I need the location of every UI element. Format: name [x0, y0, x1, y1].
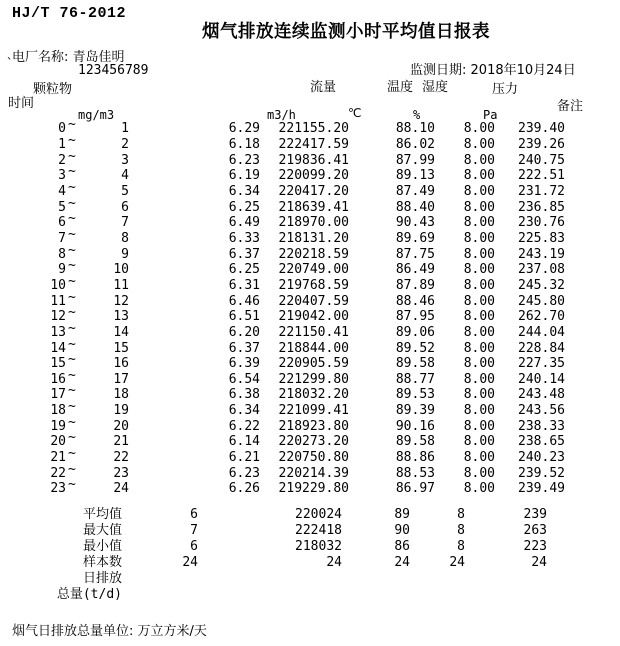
tilde-mark: ~ [68, 164, 76, 180]
summary-pressure-cell: 239 [523, 506, 547, 522]
table-row [0, 278, 565, 294]
humidity-value-cell: 8.00 [463, 403, 495, 419]
monitor-date-label: 监测日期: [410, 63, 467, 78]
unit-pressure: Pa [483, 108, 498, 122]
humidity-value-cell: 8.00 [463, 309, 495, 325]
hour-from-cell: 22 [50, 465, 66, 481]
flow-value-cell: 220750.80 [278, 450, 349, 466]
hour-from-cell: 14 [50, 340, 66, 356]
tilde-mark: ~ [68, 195, 76, 211]
pressure-value-cell: 230.76 [518, 215, 565, 231]
summary-pressure-cell: 263 [523, 522, 547, 538]
unit-flow: m3/h [267, 108, 296, 122]
pressure-value-cell: 222.51 [518, 168, 565, 184]
summary-humidity-cell: 24 [449, 554, 465, 570]
tilde-mark: ~ [68, 289, 76, 305]
flow-value-cell: 221099.41 [278, 403, 349, 419]
column-header-time: 时间 [8, 96, 35, 111]
tilde-mark: ~ [68, 258, 76, 274]
hour-from-cell: 8 [58, 246, 66, 262]
summary-temperature-cell: 90 [394, 522, 410, 538]
pm-value-cell: 6.33 [228, 230, 260, 246]
summary-pressure-cell: 223 [523, 538, 547, 554]
tilde-mark: ~ [68, 179, 76, 195]
temperature-value-cell: 88.40 [395, 199, 435, 215]
flow-value-cell: 221150.41 [278, 324, 349, 340]
table-row [0, 309, 565, 325]
table-row [0, 231, 565, 247]
hour-to-cell: 7 [121, 215, 129, 231]
hour-from-cell: 3 [58, 168, 66, 184]
table-row [0, 262, 565, 278]
temperature-value-cell: 87.75 [395, 246, 435, 262]
pm-value-cell: 6.20 [228, 324, 260, 340]
tilde-mark: ~ [68, 211, 76, 227]
temperature-value-cell: 88.77 [395, 371, 435, 387]
tilde-mark: ~ [68, 226, 76, 242]
humidity-value-cell: 8.00 [463, 434, 495, 450]
table-row [0, 418, 565, 434]
pressure-value-cell: 231.72 [518, 183, 565, 199]
summary-row [12, 570, 547, 586]
flow-value-cell: 220218.59 [278, 246, 349, 262]
plant-name-label: 电厂名称: [12, 50, 69, 65]
pressure-value-cell: 240.14 [518, 371, 565, 387]
humidity-value-cell: 8.00 [463, 230, 495, 246]
summary-pm-cell: 6 [190, 538, 198, 554]
column-header-temperature: 温度 [387, 80, 414, 95]
summary-table [12, 506, 547, 602]
table-row [0, 325, 565, 341]
hour-to-cell: 18 [113, 387, 129, 403]
summary-row-label: 总量(t/d) [56, 586, 122, 602]
tilde-mark: ~ [68, 336, 76, 352]
temperature-value-cell: 89.53 [395, 387, 435, 403]
hour-from-cell: 1 [58, 136, 66, 152]
pressure-value-cell: 239.40 [518, 121, 565, 137]
temperature-value-cell: 88.53 [395, 465, 435, 481]
column-header-pm: 颗粒物 [33, 82, 73, 97]
temperature-value-cell: 88.10 [395, 121, 435, 137]
summary-pressure-cell [465, 586, 547, 602]
tilde-mark: ~ [68, 430, 76, 446]
pm-value-cell: 6.49 [228, 215, 260, 231]
temperature-value-cell: 86.97 [395, 481, 435, 497]
humidity-value-cell: 8.00 [463, 340, 495, 356]
humidity-value-cell: 8.00 [463, 481, 495, 497]
footer-note: 烟气日排放总量单位: 万立方米/天 [12, 624, 207, 639]
hour-to-cell: 5 [121, 183, 129, 199]
summary-row-label: 平均值 [82, 506, 122, 522]
tilde-mark: ~ [68, 399, 76, 415]
summary-pm-cell: 24 [182, 554, 198, 570]
hour-to-cell: 9 [121, 246, 129, 262]
pressure-value-cell: 245.80 [518, 293, 565, 309]
tilde-mark: ~ [68, 320, 76, 336]
summary-pm-cell [122, 586, 198, 602]
summary-pressure-cell: 24 [531, 554, 547, 570]
humidity-value-cell: 8.00 [463, 324, 495, 340]
summary-humidity-cell: 8 [457, 538, 465, 554]
flow-value-cell: 221299.80 [278, 371, 349, 387]
unit-pm: mg/m3 [78, 108, 115, 122]
summary-humidity-cell: 8 [457, 506, 465, 522]
flow-value-cell: 218970.00 [278, 215, 349, 231]
summary-rows [12, 506, 547, 602]
table-row [0, 387, 565, 403]
hour-to-cell: 11 [113, 277, 129, 293]
table-row [0, 434, 565, 450]
table-row [0, 356, 565, 372]
flow-value-cell: 220099.20 [278, 168, 349, 184]
tilde-mark: ~ [68, 132, 76, 148]
humidity-value-cell: 8.00 [463, 293, 495, 309]
unit-temperature: ℃ [348, 106, 362, 120]
hourly-rows [0, 117, 565, 497]
flow-value-cell: 219768.59 [278, 277, 349, 293]
table-row [0, 372, 565, 388]
tilde-mark: ~ [68, 117, 76, 133]
summary-humidity-cell: 8 [457, 522, 465, 538]
humidity-value-cell: 8.00 [463, 246, 495, 262]
pressure-value-cell: 262.70 [518, 309, 565, 325]
pm-value-cell: 6.39 [228, 356, 260, 372]
pm-value-cell: 6.34 [228, 403, 260, 419]
summary-row [12, 522, 547, 538]
summary-humidity-cell [410, 586, 465, 602]
table-row [0, 481, 565, 497]
humidity-value-cell: 8.00 [463, 183, 495, 199]
humidity-value-cell: 8.00 [463, 262, 495, 278]
column-header-remark: 备注 [557, 99, 584, 114]
summary-temperature-cell: 24 [394, 554, 410, 570]
hour-to-cell: 2 [121, 136, 129, 152]
hour-from-cell: 16 [50, 371, 66, 387]
humidity-value-cell: 8.00 [463, 277, 495, 293]
pm-value-cell: 6.29 [228, 121, 260, 137]
summary-flow-cell [198, 570, 342, 586]
flow-value-cell: 220407.59 [278, 293, 349, 309]
temperature-value-cell: 89.52 [395, 340, 435, 356]
humidity-value-cell: 8.00 [463, 215, 495, 231]
hour-from-cell: 4 [58, 183, 66, 199]
plant-name-value: 青岛佳明 [72, 50, 125, 65]
tilde-separator [66, 477, 82, 497]
table-row [0, 199, 565, 215]
temperature-value-cell: 89.58 [395, 356, 435, 372]
flow-value-cell: 220749.00 [278, 262, 349, 278]
hour-from-cell: 9 [58, 262, 66, 278]
hour-to-cell: 16 [113, 356, 129, 372]
hour-from-cell: 11 [50, 293, 66, 309]
humidity-value-cell: 8.00 [463, 168, 495, 184]
monitor-date-value: 2018年10月24日 [470, 63, 576, 78]
hour-from-cell: 12 [50, 309, 66, 325]
hour-from-cell: 6 [58, 215, 66, 231]
temperature-value-cell: 89.06 [395, 324, 435, 340]
summary-humidity-cell [410, 570, 465, 586]
table-row [0, 246, 565, 262]
hour-to-cell: 8 [121, 230, 129, 246]
hour-to-cell: 4 [121, 168, 129, 184]
pm-value-cell: 6.34 [228, 183, 260, 199]
flow-value-cell: 220905.59 [278, 356, 349, 372]
table-row [0, 215, 565, 231]
hour-from-cell: 18 [50, 403, 66, 419]
hour-from-cell: 13 [50, 324, 66, 340]
pressure-value-cell: 239.26 [518, 136, 565, 152]
pm-value-cell: 6.54 [228, 371, 260, 387]
summary-row [12, 506, 547, 522]
flow-value-cell: 220214.39 [278, 465, 349, 481]
hour-from-cell: 0 [58, 121, 66, 137]
pressure-value-cell: 239.49 [518, 481, 565, 497]
humidity-value-cell: 8.00 [463, 121, 495, 137]
pm-value-cell: 6.51 [228, 309, 260, 325]
pm-value-cell: 6.37 [228, 246, 260, 262]
pressure-value-cell: 236.85 [518, 199, 565, 215]
summary-row [12, 586, 547, 602]
hour-to-cell: 20 [113, 418, 129, 434]
pm-value-cell: 6.21 [228, 450, 260, 466]
flow-value-cell: 218032.20 [278, 387, 349, 403]
pm-value-cell: 6.14 [228, 434, 260, 450]
hour-from-cell: 2 [58, 152, 66, 168]
tilde-mark: ~ [68, 446, 76, 462]
hour-from-cell: 20 [50, 434, 66, 450]
tilde-mark: ~ [68, 273, 76, 289]
summary-temperature-cell [342, 586, 410, 602]
tilde-mark: ~ [68, 148, 76, 164]
hour-to-cell: 19 [113, 403, 129, 419]
hour-to-cell: 15 [113, 340, 129, 356]
humidity-value-cell: 8.00 [463, 199, 495, 215]
pm-value-cell: 6.23 [228, 465, 260, 481]
pm-value-cell: 6.31 [228, 277, 260, 293]
tilde-mark: ~ [68, 242, 76, 258]
tilde-mark: ~ [68, 383, 76, 399]
hour-to-cell: 24 [113, 481, 129, 497]
humidity-value-cell: 8.00 [463, 371, 495, 387]
pressure-value-cell: 238.33 [518, 418, 565, 434]
flow-value-cell: 219836.41 [278, 152, 349, 168]
pm-value-cell: 6.26 [228, 481, 260, 497]
temperature-value-cell: 87.95 [395, 309, 435, 325]
temperature-value-cell: 89.69 [395, 230, 435, 246]
summary-temperature-cell [342, 570, 410, 586]
humidity-value-cell: 8.00 [463, 387, 495, 403]
hour-to-cell: 14 [113, 324, 129, 340]
temperature-value-cell: 87.99 [395, 152, 435, 168]
tilde-mark: ~ [68, 477, 76, 493]
hour-to-cell: 17 [113, 371, 129, 387]
summary-row-label: 最小值 [82, 538, 122, 554]
hour-to-cell: 22 [113, 450, 129, 466]
column-header-flow: 流量 [310, 80, 337, 95]
table-row [0, 450, 565, 466]
hour-to-cell: 12 [113, 293, 129, 309]
summary-pm-cell: 6 [190, 506, 198, 522]
table-row [0, 340, 565, 356]
hour-from-cell: 19 [50, 418, 66, 434]
pressure-value-cell: 239.52 [518, 465, 565, 481]
hourly-data-table [0, 117, 565, 497]
temperature-value-cell: 87.49 [395, 183, 435, 199]
humidity-value-cell: 8.00 [463, 450, 495, 466]
pressure-value-cell: 238.65 [518, 434, 565, 450]
temperature-value-cell: 88.86 [395, 450, 435, 466]
table-row [0, 121, 565, 137]
plant-code: 123456789 [78, 63, 149, 78]
humidity-value-cell: 8.00 [463, 152, 495, 168]
table-row [0, 403, 565, 419]
summary-temperature-cell: 86 [394, 538, 410, 554]
hour-to-cell: 1 [121, 121, 129, 137]
flow-value-cell: 219042.00 [278, 309, 349, 325]
summary-row [12, 554, 547, 570]
tilde-mark: ~ [68, 367, 76, 383]
flow-value-cell: 220417.20 [278, 183, 349, 199]
flow-value-cell: 218131.20 [278, 230, 349, 246]
hour-to-cell: 3 [121, 152, 129, 168]
temperature-value-cell: 90.43 [395, 215, 435, 231]
temperature-value-cell: 86.02 [395, 136, 435, 152]
pm-value-cell: 6.38 [228, 387, 260, 403]
temperature-value-cell: 89.58 [395, 434, 435, 450]
pm-value-cell: 6.22 [228, 418, 260, 434]
summary-flow-cell: 24 [326, 554, 342, 570]
flow-value-cell: 219229.80 [278, 481, 349, 497]
temperature-value-cell: 89.39 [395, 403, 435, 419]
humidity-value-cell: 8.00 [463, 418, 495, 434]
summary-row-label: 样本数 [82, 554, 122, 570]
summary-pm-cell: 7 [190, 522, 198, 538]
pressure-value-cell: 244.04 [518, 324, 565, 340]
pressure-value-cell: 243.56 [518, 403, 565, 419]
hour-from-cell: 21 [50, 450, 66, 466]
standard-number: HJ/T 76-2012 [12, 5, 127, 22]
stray-mark: ` [6, 56, 14, 70]
pressure-value-cell: 240.23 [518, 450, 565, 466]
temperature-value-cell: 88.46 [395, 293, 435, 309]
hour-to-cell: 10 [113, 262, 129, 278]
flow-value-cell: 218844.00 [278, 340, 349, 356]
hour-from-cell: 7 [58, 230, 66, 246]
pressure-value-cell: 243.48 [518, 387, 565, 403]
pm-value-cell: 6.25 [228, 199, 260, 215]
temperature-value-cell: 86.49 [395, 262, 435, 278]
humidity-value-cell: 8.00 [463, 465, 495, 481]
flow-value-cell: 222417.59 [278, 136, 349, 152]
table-row [0, 168, 565, 184]
tilde-mark: ~ [68, 352, 76, 368]
summary-row [12, 538, 547, 554]
pm-value-cell: 6.25 [228, 262, 260, 278]
table-row [0, 137, 565, 153]
pressure-value-cell: 245.32 [518, 277, 565, 293]
hour-from-cell: 10 [50, 277, 66, 293]
flow-value-cell: 218639.41 [278, 199, 349, 215]
tilde-mark: ~ [68, 461, 76, 477]
pressure-value-cell: 237.08 [518, 262, 565, 278]
pm-value-cell: 6.23 [228, 152, 260, 168]
flow-value-cell: 218923.80 [278, 418, 349, 434]
pressure-value-cell: 228.84 [518, 340, 565, 356]
tilde-mark: ~ [68, 414, 76, 430]
pressure-value-cell: 225.83 [518, 230, 565, 246]
pressure-value-cell: 227.35 [518, 356, 565, 372]
pm-value-cell: 6.37 [228, 340, 260, 356]
report-title: 烟气排放连续监测小时平均值日报表 [202, 22, 490, 42]
flow-value-cell: 221155.20 [278, 121, 349, 137]
summary-row-label: 日排放 [82, 570, 122, 586]
pm-value-cell: 6.18 [228, 136, 260, 152]
humidity-value-cell: 8.00 [463, 136, 495, 152]
table-row [0, 293, 565, 309]
temperature-value-cell: 90.16 [395, 418, 435, 434]
hour-from-cell: 17 [50, 387, 66, 403]
column-header-humidity: 湿度 [422, 80, 449, 95]
pm-value-cell: 6.19 [228, 168, 260, 184]
temperature-value-cell: 87.89 [395, 277, 435, 293]
pressure-value-cell: 243.19 [518, 246, 565, 262]
unit-humidity: % [413, 108, 421, 122]
summary-pressure-cell [465, 570, 547, 586]
table-row [0, 465, 565, 481]
temperature-value-cell: 89.13 [395, 168, 435, 184]
summary-pm-cell [122, 570, 198, 586]
summary-flow-cell: 218032 [295, 538, 342, 554]
pm-value-cell: 6.46 [228, 293, 260, 309]
hour-from-cell: 15 [50, 356, 66, 372]
hour-to-cell: 23 [113, 465, 129, 481]
humidity-value-cell: 8.00 [463, 356, 495, 372]
column-header-pressure: 压力 [492, 82, 519, 97]
summary-temperature-cell: 89 [394, 506, 410, 522]
summary-row-label: 最大值 [82, 522, 122, 538]
hour-from-cell: 23 [50, 481, 66, 497]
flow-value-cell: 220273.20 [278, 434, 349, 450]
hour-to-cell: 6 [121, 199, 129, 215]
summary-flow-cell: 220024 [295, 506, 342, 522]
summary-flow-cell [198, 586, 342, 602]
hour-to-cell: 13 [113, 309, 129, 325]
summary-flow-cell: 222418 [295, 522, 342, 538]
hour-to-cell: 21 [113, 434, 129, 450]
table-row [0, 152, 565, 168]
tilde-mark: ~ [68, 305, 76, 321]
hour-from-cell: 5 [58, 199, 66, 215]
pressure-value-cell: 240.75 [518, 152, 565, 168]
table-row [0, 184, 565, 200]
